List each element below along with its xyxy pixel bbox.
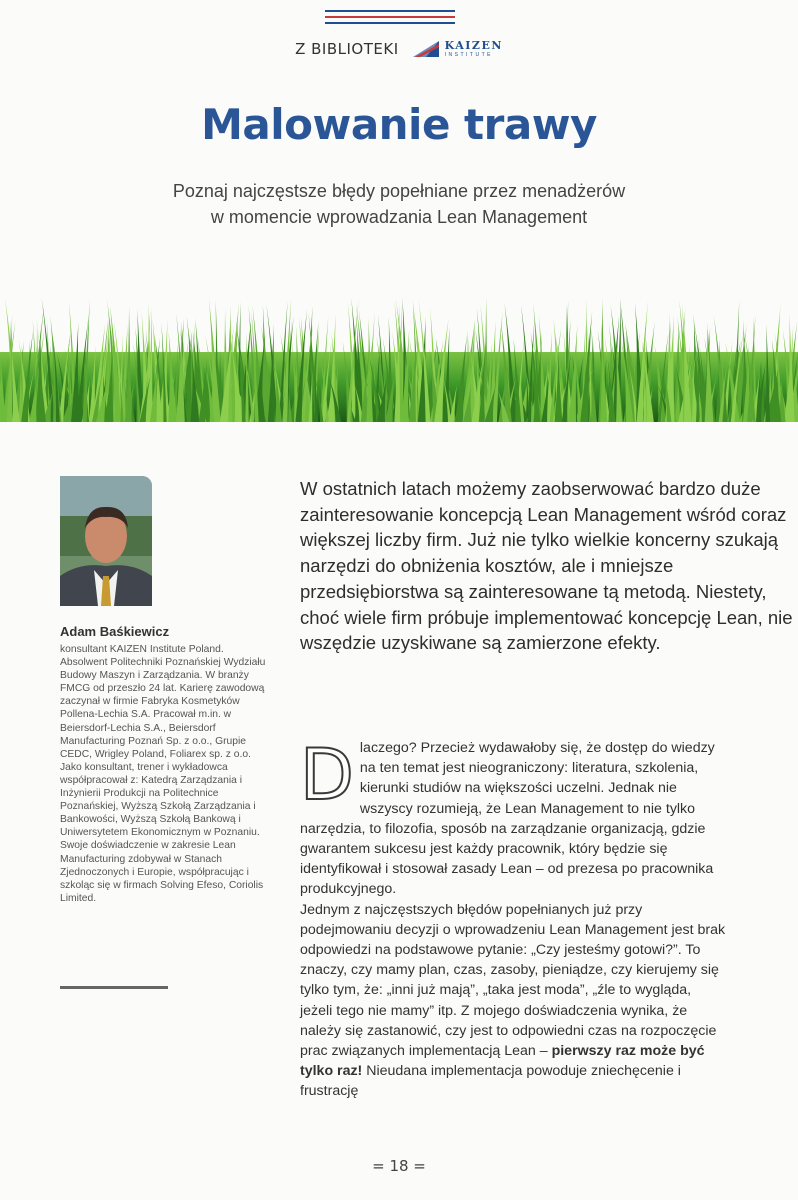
body-paragraph-1: laczego? Przecież wydawałoby się, że dostęp do wiedzy na ten temat jest nieograniczony: literatura, szkolenia, kierunki studiów na większości uczelni. Jednak nie wszyscy rozumieją, że Lean Management to nie tylko narzędzia, to filozofia, sposób na zarządzanie organizacją, gdzie gwarantem sukcesu jest każdy pracownik, który będzie się identyfikował i stosował zasady Lean – od prezesa po pracownika produkcyjnego. xyxy=(300,740,715,898)
section-header xyxy=(0,40,798,58)
article-lead: W ostatnich latach możemy zaobserwować bardzo duże zainteresowanie koncepcją Lean Management wśród coraz większej liczby firm. Już nie tylko wielkie koncerny szukają narzędzi do obniżenia kosztów, ale i mniejsze przedsiębiorstwa są zainteresowane tą metodą. Niestety, choć wiele firm próbuje implementować koncepcję Lean, nie wszędzie uzyskiwane są zamierzone efekty. xyxy=(300,478,793,654)
grass-banner xyxy=(0,282,798,422)
body-paragraph-2: Jednym z najczęstszych błędów popełnianych już przy podejmowaniu decyzji o wprowadzeniu Lean Management jest brak odpowiedzi na podstawowe pytanie: „Czy jesteśmy gotowi?”. To znaczy, czy mamy plan, czas, zasoby, pieniądze, czy kierujemy się tylko tym, że: „inni już mają”, „taka jest moda”, „źle to wygląda, jeżeli tego nie mamy” itp. Z mojego doświadczenia wynika, że należy się zastanowić, czy jest to odpowiedni czas na rozpoczęcie prac związanych implementacją Lean – xyxy=(300,901,726,1060)
header-rule-middle xyxy=(325,16,455,18)
header-rule-top xyxy=(325,10,455,12)
author-divider xyxy=(60,986,168,989)
body-emphasis: pierwszy raz może być tylko raz! xyxy=(300,1043,705,1080)
page-number: = 18 = xyxy=(372,1157,426,1175)
article-body xyxy=(300,734,726,1102)
dropcap: D xyxy=(300,734,354,816)
article-title: Malowanie trawy xyxy=(201,100,597,149)
subtitle-line: Poznaj najczęstsze błędy popełniane przez menadżerów xyxy=(172,181,626,201)
author-bio: konsultant KAIZEN Institute Poland. Absolwent Politechniki Poznańskiej Wydziału Budowy Maszyn i Zarządzania. W branży FMCG od przeszło 24 lat. Karierę zawodową zaczynał w firmie Fabryka Kosmetyków Pollena-Lechia S.A. Pracował m.in. w Beiersdorf-Lechia S.A., Beiersdorf Manufacturing Poznań Sp. z o.o., Grupie CEDC, Wrigley Poland, Foliarex sp. z o.o. Jako konsultant, trener i wykładowca współpracował z: Katedrą Zarządzania i Inżynierii Produkcji na Politechnice Poznańskiej, Wyższą Szkołą Zarządzania i Bankowości, Wyższą Szkołą Bankową i Uniwersytetem Ekonomicznym w Poznaniu. Swoje doświadczenie w zakresie Lean Manufacturing zdobywał w Stanach Zjednoczonych i Europie, współpracując i szkoląc się w firmach Solving Efeso, Coriolis Limited. xyxy=(60,644,266,904)
author-photo xyxy=(60,476,152,606)
kaizen-logo-sub: INSTITUTE xyxy=(444,52,493,58)
subtitle-line: w momencie wprowadzania Lean Management xyxy=(210,207,588,227)
kaizen-flag-icon xyxy=(413,41,439,57)
author-name: Adam Baśkiewicz xyxy=(60,624,170,639)
header-rule-bottom xyxy=(325,22,455,24)
body-paragraph-2-end: Nieudana implementacja powoduje zniechęcenie i frustrację xyxy=(300,1063,681,1100)
kaizen-logo xyxy=(413,40,503,58)
kaizen-logo-name: KAIZEN xyxy=(444,39,503,52)
section-label: Z BIBLIOTEKI xyxy=(295,40,399,58)
article-subtitle xyxy=(0,178,798,230)
